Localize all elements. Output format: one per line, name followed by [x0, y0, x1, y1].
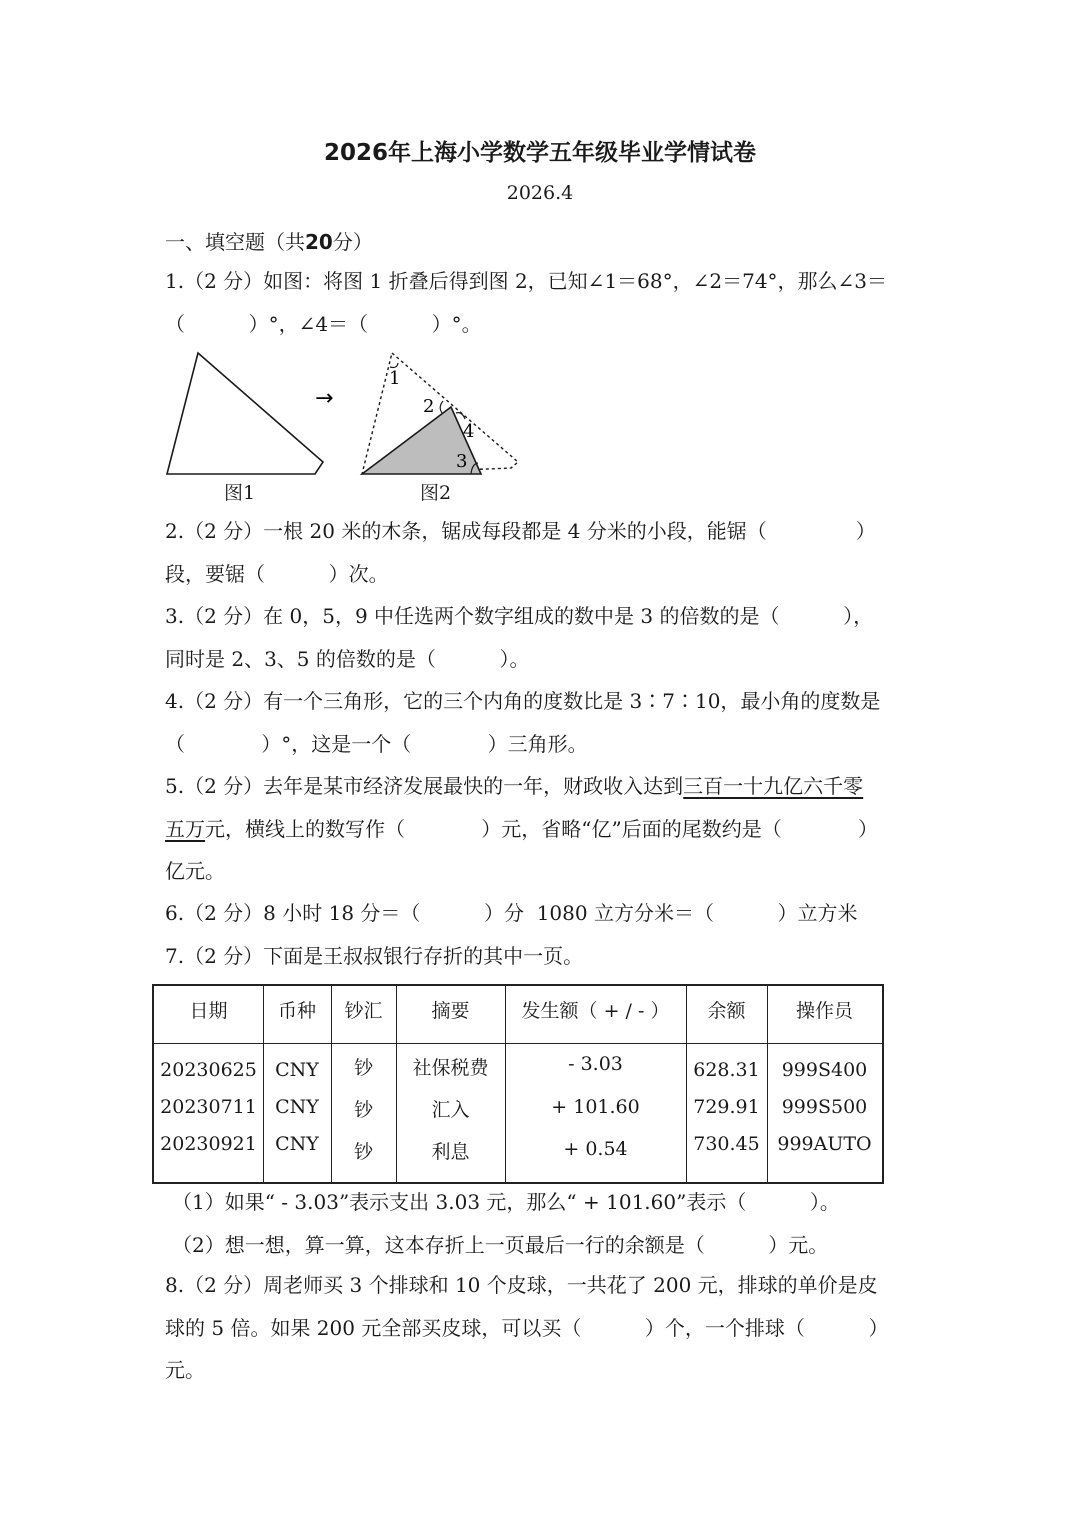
exam-title: 2026年上海小学数学五年级毕业学情试卷: [323, 140, 756, 166]
section-heading: [165, 226, 373, 255]
angle-4-arc: [456, 413, 465, 419]
table-cell-balance: 729.91: [693, 1096, 760, 1118]
figure2-label: 图2: [420, 482, 452, 504]
table-cell-currency: CNY: [275, 1059, 319, 1081]
q5-line1-text: 5.（2 分）去年是某市经济发展最快的一年，财政收入达到: [165, 774, 684, 798]
q4-line1: 4.（2 分）有一个三角形，它的三个内角的度数比是 3∶7∶10，最小角的度数是: [165, 689, 881, 713]
q5-line3: 亿元。: [165, 859, 225, 883]
q2-line1: 2.（2 分）一根 20 米的木条，锯成每段都是 4 分米的小段，能锯（ ）: [165, 519, 876, 543]
q5-line2: [165, 816, 878, 842]
angle-label-3: 3: [456, 451, 468, 472]
header-balance: 余额: [707, 1000, 746, 1022]
bankbook-table: [152, 984, 884, 1184]
q3-line1: 3.（2 分）在 0，5，9 中任选两个数字组成的数中是 3 的倍数的是（ ），: [165, 604, 874, 628]
table-cell-operator: 999AUTO: [777, 1133, 872, 1155]
header-currency: 币种: [277, 1000, 316, 1022]
q3-line2: 同时是 2、3、5 的倍数的是（ ）。: [165, 647, 530, 671]
section-points: 20: [305, 230, 333, 254]
header-date: 日期: [189, 1000, 228, 1022]
q1-line1: 1.（2 分）如图：将图 1 折叠后得到图 2，已知∠1＝68°，∠2＝74°，那么∠3＝: [165, 269, 888, 293]
header-amount: 发生额（ + / - ）: [521, 1000, 670, 1022]
table-cell-date: 20230711: [160, 1096, 257, 1118]
exam-date: 2026.4: [506, 182, 574, 204]
table-cell-currency: CNY: [275, 1096, 319, 1118]
q7-sub1: （1）如果“ - 3.03”表示支出 3.03 元，那么“ + 101.60”表示（ ）。: [172, 1190, 840, 1214]
table-cell-currency: CNY: [275, 1133, 319, 1155]
figure1-quadrilateral: [167, 353, 323, 474]
q5-line1: [165, 773, 863, 799]
angle-2-arc: [440, 401, 443, 413]
section-suffix: 分）: [332, 230, 373, 254]
table-cell-operator: 999S500: [781, 1096, 868, 1118]
q8-line2: 球的 5 倍。如果 200 元全部买皮球，可以买（ ）个，一个排球（ ）: [165, 1316, 889, 1340]
header-cash-type: 钞汇: [344, 1000, 383, 1022]
q7-sub2: （2）想一想，算一算，这本存折上一页最后一行的余额是（ ）元。: [172, 1233, 829, 1257]
q4-line2: （ ）°，这是一个（ ）三角形。: [165, 732, 588, 756]
table-cell-date: 20230921: [160, 1133, 257, 1155]
arrow-icon: →: [315, 386, 334, 411]
table-cell-summary: 汇入: [431, 1099, 470, 1121]
q5-line2-text: 元，横线上的数写作（ ）元，省略“亿”后面的尾数约是（ ）: [205, 817, 879, 841]
q1-line2: （ ）°，∠4＝（ ）°。: [165, 312, 482, 336]
angle-label-2: 2: [423, 396, 435, 417]
angle-1-arc: [390, 363, 398, 368]
angle-label-1: 1: [389, 368, 401, 389]
table-cell-amount: + 101.60: [551, 1096, 640, 1118]
q8-line3: 元。: [165, 1358, 205, 1382]
table-cell-cash-type: 钞: [353, 1099, 373, 1121]
table-cell-date: 20230625: [160, 1059, 257, 1081]
table-cell-summary: 社保税费: [412, 1057, 489, 1079]
table-cell-summary: 利息: [431, 1141, 470, 1163]
table-cell-cash-type: 钞: [353, 1057, 373, 1079]
q7-line1: 7.（2 分）下面是王叔叔银行存折的其中一页。: [165, 944, 584, 968]
q5-underlined-number-part2: 五万: [165, 817, 205, 841]
table-cell-balance: 628.31: [693, 1059, 760, 1081]
table-cell-operator: 999S400: [781, 1059, 868, 1081]
header-summary: 摘要: [431, 1000, 470, 1022]
section-prefix: 一、填空题（共: [165, 230, 305, 254]
q6-line1: 6.（2 分）8 小时 18 分＝（ ）分 1080 立方分米＝（ ）立方米: [165, 901, 858, 925]
table-cell-amount: - 3.03: [568, 1053, 623, 1075]
fold-diagram: [160, 345, 530, 505]
table-cell-balance: 730.45: [693, 1133, 760, 1155]
q8-line1: 8.（2 分）周老师买 3 个排球和 10 个皮球，一共花了 200 元，排球的单价是皮: [165, 1273, 878, 1297]
q2-line2: 段，要锯（ ）次。: [165, 562, 389, 586]
table-cell-amount: + 0.54: [563, 1138, 628, 1160]
angle-label-4: 4: [463, 421, 475, 442]
header-operator: 操作员: [795, 1000, 853, 1022]
q5-underlined-number-part1: 三百一十九亿六千零: [683, 774, 864, 798]
figure1-label: 图1: [224, 482, 256, 504]
fold-figure: [160, 345, 530, 509]
table-cell-cash-type: 钞: [353, 1141, 373, 1163]
